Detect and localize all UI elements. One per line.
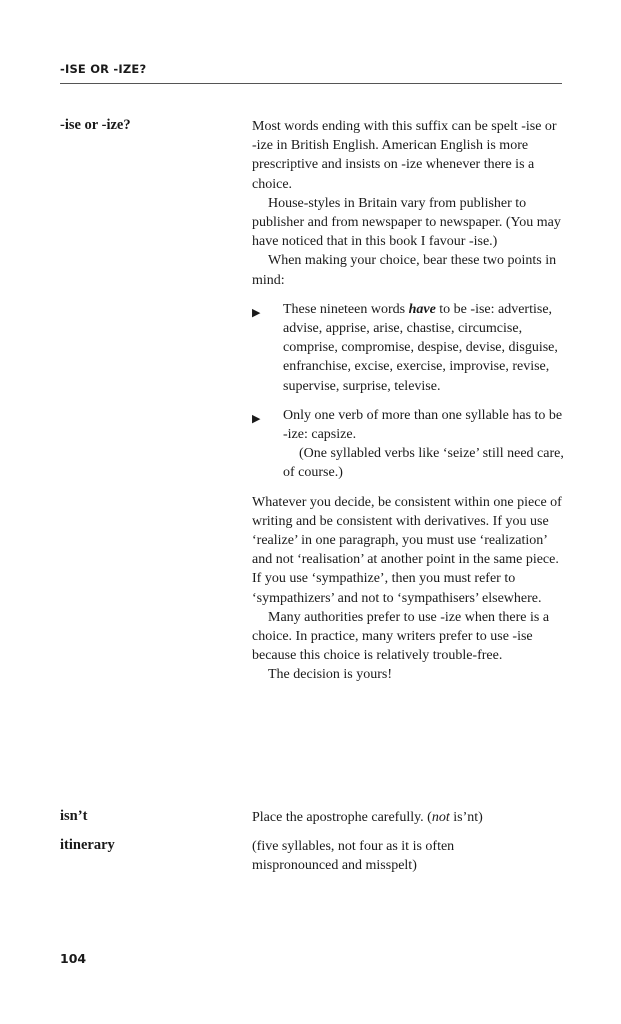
entry-term-isnt: isn’t: [60, 808, 88, 824]
emphasis-text: have: [408, 301, 436, 317]
entry-term-itinerary: itinerary: [60, 837, 115, 853]
entry-body-isnt: [252, 808, 564, 827]
paragraph: Most words ending with this suffix can be spelt -ise or -ize in British English. American English is more prescriptive and insists on -ize whenever there is a choice.: [252, 119, 557, 192]
triangle-bullet-icon: ▶: [252, 411, 261, 425]
entry-text: is’nt): [449, 810, 483, 825]
entry-body-itinerary: (five syllables, not four as it is often mispronounced and misspelt): [252, 839, 455, 874]
paragraph: Whatever you decide, be consistent within one piece of writing and be consistent with derivatives. If you use ‘realize’ in one paragraph, you must use ‘realization’ and not ‘realisation’ at another point in the same piece. If you use ‘sympathize’, then you must refer to ‘sympathizers’ and not to ‘sympathisers’ elsewhere.: [252, 494, 562, 606]
paragraph: The decision is yours!: [268, 667, 393, 683]
entry-body-ise-ize: [252, 117, 564, 685]
bullet-text: These nineteen words: [283, 301, 409, 317]
paragraph: House-styles in Britain vary from publisher to publisher and from newspaper to newspaper. (You may have noticed that in this book I favour -ise.): [252, 195, 561, 250]
bullet-text: to be -ise: advertise, advise, apprise, arise, chastise, circumcise, comprise, compromise, despise, devise, disguise, enfranchise, excise, exercise, improvise, revise, supervise, surprise, televise.: [283, 301, 558, 394]
header-rule: [60, 83, 562, 84]
bullet-note: (One syllabled verbs like ‘seize’ still need care, of course.): [283, 446, 564, 481]
paragraph: When making your choice, bear these two points in mind:: [252, 253, 557, 288]
emphasis-text: not: [431, 810, 450, 825]
triangle-bullet-icon: ▶: [252, 305, 261, 319]
bullet-item: [252, 300, 564, 396]
bullet-text: Only one verb of more than one syllable has to be -ize: capsize.: [283, 407, 563, 443]
page-number: 104: [60, 951, 87, 966]
bullet-item: [252, 406, 564, 483]
paragraph: Many authorities prefer to use -ize when there is a choice. In practice, many writers prefer to use -ise because this choice is relatively trouble-free.: [252, 609, 550, 664]
entry-text: Place the apostrophe carefully. (: [252, 810, 432, 825]
running-head: -ISE OR -IZE?: [60, 62, 147, 76]
entry-term-ise-ize: -ise or -ize?: [60, 117, 131, 133]
